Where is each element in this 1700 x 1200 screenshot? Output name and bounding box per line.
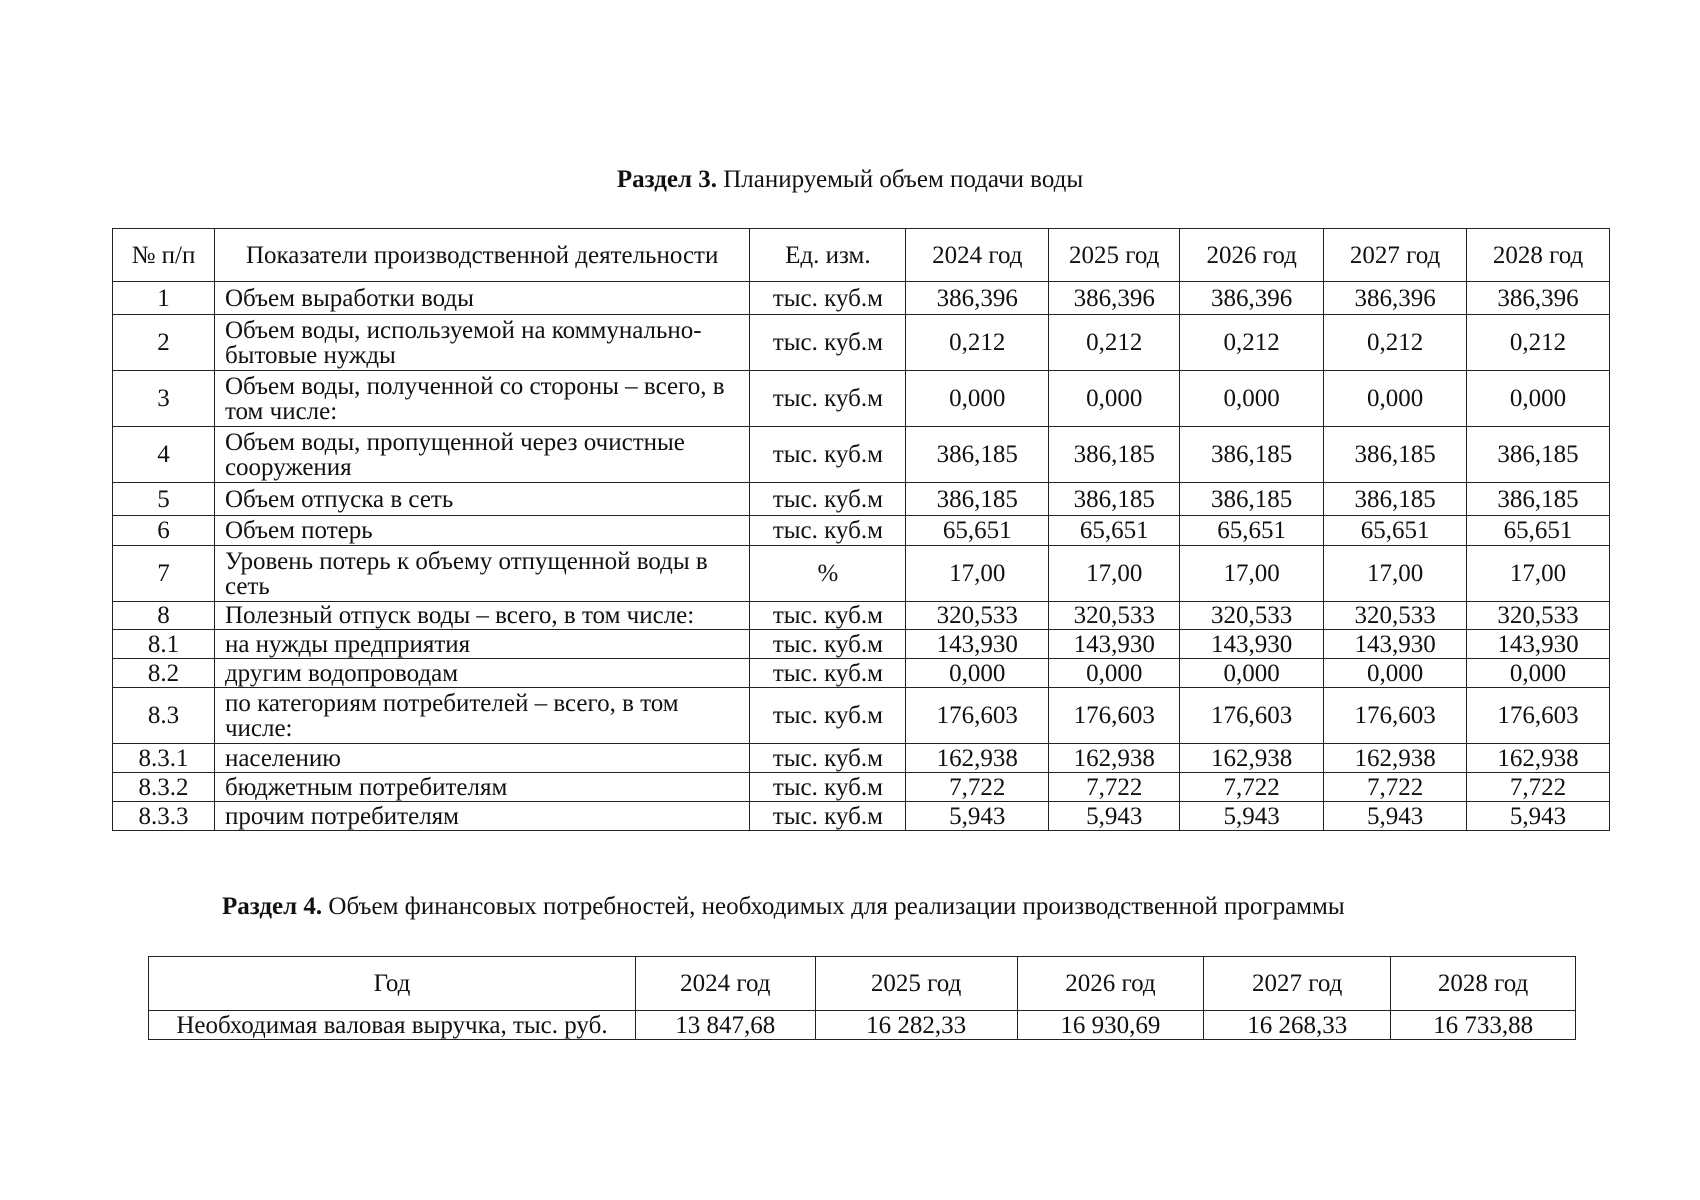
value-2027: 143,930: [1324, 630, 1467, 659]
table-row: [113, 659, 1610, 688]
value-2028: 65,651: [1467, 516, 1610, 546]
revenue-value-2028: 16 733,88: [1391, 1011, 1576, 1040]
unit: тыс. куб.м: [750, 483, 906, 516]
value-2024: 386,185: [906, 483, 1049, 516]
row-number: 5: [113, 483, 215, 516]
value-2024: 65,651: [906, 516, 1049, 546]
value-2027: 0,000: [1324, 371, 1467, 427]
table-row: [113, 516, 1610, 546]
value-2028: 5,943: [1467, 802, 1610, 831]
header-year-2028: 2028 год: [1467, 229, 1610, 282]
indicator-name: Объем воды, пропущенной через очистные сооружения: [214, 427, 749, 483]
unit: тыс. куб.м: [750, 773, 906, 802]
row-number: 1: [113, 282, 215, 315]
value-2026: 176,603: [1180, 688, 1324, 744]
value-2026: 386,185: [1180, 483, 1324, 516]
revenue-value-2025: 16 282,33: [815, 1011, 1017, 1040]
unit: тыс. куб.м: [750, 315, 906, 371]
value-2026: 0,000: [1180, 371, 1324, 427]
value-2027: 0,000: [1324, 659, 1467, 688]
value-2028: 0,000: [1467, 659, 1610, 688]
value-2028: 386,185: [1467, 483, 1610, 516]
value-2025: 320,533: [1049, 602, 1180, 630]
value-2025: 0,000: [1049, 659, 1180, 688]
indicator-name: Полезный отпуск воды – всего, в том числе:: [214, 602, 749, 630]
value-2028: 176,603: [1467, 688, 1610, 744]
section-3-title-bold: Раздел 3.: [616, 166, 717, 193]
header-year-2025: 2025 год: [1049, 229, 1180, 282]
indicator-name: Объем воды, полученной со стороны – всего, в том числе:: [214, 371, 749, 427]
unit: тыс. куб.м: [750, 688, 906, 744]
header-year-2024: 2024 год: [635, 957, 815, 1011]
table-row: [113, 483, 1610, 516]
value-2027: 386,185: [1324, 427, 1467, 483]
value-2028: 17,00: [1467, 546, 1610, 602]
section-4-title-bold: Раздел 4.: [222, 893, 323, 920]
value-2028: 0,212: [1467, 315, 1610, 371]
water-supply-table: [112, 228, 1610, 831]
value-2028: 386,185: [1467, 427, 1610, 483]
table-body: [113, 282, 1610, 831]
indicator-name: по категориям потребителей – всего, в том числе:: [214, 688, 749, 744]
row-number: 8.3: [113, 688, 215, 744]
section-4-title: [222, 893, 1345, 921]
value-2024: 320,533: [906, 602, 1049, 630]
indicator-name: другим водопроводам: [214, 659, 749, 688]
unit: тыс. куб.м: [750, 802, 906, 831]
value-2027: 5,943: [1324, 802, 1467, 831]
row-number: 8.3.3: [113, 802, 215, 831]
value-2028: 320,533: [1467, 602, 1610, 630]
value-2026: 7,722: [1180, 773, 1324, 802]
header-num: № п/п: [113, 229, 215, 282]
value-2024: 0,000: [906, 659, 1049, 688]
table-header-row: [149, 957, 1576, 1011]
value-2026: 17,00: [1180, 546, 1324, 602]
header-year-2026: 2026 год: [1017, 957, 1204, 1011]
value-2027: 17,00: [1324, 546, 1467, 602]
table-header-row: [113, 229, 1610, 282]
revenue-label: Необходимая валовая выручка, тыс. руб.: [149, 1011, 636, 1040]
value-2027: 386,396: [1324, 282, 1467, 315]
row-number: 3: [113, 371, 215, 427]
value-2027: 7,722: [1324, 773, 1467, 802]
value-2027: 0,212: [1324, 315, 1467, 371]
header-year-2028: 2028 год: [1391, 957, 1576, 1011]
value-2026: 320,533: [1180, 602, 1324, 630]
value-2026: 0,212: [1180, 315, 1324, 371]
unit: %: [750, 546, 906, 602]
value-2025: 143,930: [1049, 630, 1180, 659]
value-2024: 176,603: [906, 688, 1049, 744]
table-row: [113, 282, 1610, 315]
table-row: [113, 802, 1610, 831]
table-row: [113, 602, 1610, 630]
table-row: [113, 630, 1610, 659]
value-2025: 5,943: [1049, 802, 1180, 831]
unit: тыс. куб.м: [750, 602, 906, 630]
value-2024: 17,00: [906, 546, 1049, 602]
indicator-name: Объем потерь: [214, 516, 749, 546]
header-unit: Ед. изм.: [750, 229, 906, 282]
value-2026: 162,938: [1180, 744, 1324, 773]
indicator-name: бюджетным потребителям: [214, 773, 749, 802]
indicator-name: на нужды предприятия: [214, 630, 749, 659]
unit: тыс. куб.м: [750, 744, 906, 773]
value-2025: 386,185: [1049, 427, 1180, 483]
value-2025: 17,00: [1049, 546, 1180, 602]
value-2024: 162,938: [906, 744, 1049, 773]
row-number: 8.1: [113, 630, 215, 659]
value-2024: 386,396: [906, 282, 1049, 315]
row-number: 8.3.1: [113, 744, 215, 773]
indicator-name: прочим потребителям: [214, 802, 749, 831]
value-2025: 0,000: [1049, 371, 1180, 427]
value-2028: 0,000: [1467, 371, 1610, 427]
value-2026: 5,943: [1180, 802, 1324, 831]
header-year-2024: 2024 год: [906, 229, 1049, 282]
indicator-name: Объем воды, используемой на коммунально-бытовые нужды: [214, 315, 749, 371]
table-row: [113, 688, 1610, 744]
value-2027: 162,938: [1324, 744, 1467, 773]
table-row: [113, 427, 1610, 483]
header-year-label: Год: [149, 957, 636, 1011]
table-row: [113, 546, 1610, 602]
unit: тыс. куб.м: [750, 371, 906, 427]
row-number: 8: [113, 602, 215, 630]
table-row: [113, 371, 1610, 427]
row-number: 8.3.2: [113, 773, 215, 802]
value-2027: 320,533: [1324, 602, 1467, 630]
header-year-2025: 2025 год: [815, 957, 1017, 1011]
row-number: 7: [113, 546, 215, 602]
value-2026: 143,930: [1180, 630, 1324, 659]
section-4-title-text: Объем финансовых потребностей, необходимых для реализации производственной программы: [322, 893, 1345, 920]
indicator-name: Объем выработки воды: [214, 282, 749, 315]
financial-needs-table: [148, 956, 1576, 1040]
value-2026: 0,000: [1180, 659, 1324, 688]
header-indicator: Показатели производственной деятельности: [214, 229, 749, 282]
value-2027: 65,651: [1324, 516, 1467, 546]
value-2024: 5,943: [906, 802, 1049, 831]
value-2025: 65,651: [1049, 516, 1180, 546]
unit: тыс. куб.м: [750, 659, 906, 688]
value-2025: 7,722: [1049, 773, 1180, 802]
value-2025: 176,603: [1049, 688, 1180, 744]
table-row: [113, 773, 1610, 802]
value-2027: 176,603: [1324, 688, 1467, 744]
value-2025: 0,212: [1049, 315, 1180, 371]
value-2025: 162,938: [1049, 744, 1180, 773]
value-2026: 65,651: [1180, 516, 1324, 546]
value-2024: 386,185: [906, 427, 1049, 483]
value-2027: 386,185: [1324, 483, 1467, 516]
indicator-name: населению: [214, 744, 749, 773]
indicator-name: Объем отпуска в сеть: [214, 483, 749, 516]
row-number: 6: [113, 516, 215, 546]
row-number: 8.2: [113, 659, 215, 688]
row-number: 4: [113, 427, 215, 483]
unit: тыс. куб.м: [750, 516, 906, 546]
section-3-title: [0, 166, 1700, 194]
unit: тыс. куб.м: [750, 282, 906, 315]
value-2026: 386,185: [1180, 427, 1324, 483]
value-2024: 143,930: [906, 630, 1049, 659]
table-row: [149, 1011, 1576, 1040]
value-2025: 386,185: [1049, 483, 1180, 516]
header-year-2026: 2026 год: [1180, 229, 1324, 282]
value-2028: 386,396: [1467, 282, 1610, 315]
value-2024: 0,000: [906, 371, 1049, 427]
table-row: [113, 315, 1610, 371]
indicator-name: Уровень потерь к объему отпущенной воды в сеть: [214, 546, 749, 602]
revenue-value-2027: 16 268,33: [1204, 1011, 1391, 1040]
value-2026: 386,396: [1180, 282, 1324, 315]
unit: тыс. куб.м: [750, 630, 906, 659]
value-2028: 143,930: [1467, 630, 1610, 659]
value-2028: 162,938: [1467, 744, 1610, 773]
table-row: [113, 744, 1610, 773]
value-2024: 0,212: [906, 315, 1049, 371]
section-3-title-text: Планируемый объем подачи воды: [717, 166, 1084, 193]
row-number: 2: [113, 315, 215, 371]
header-year-2027: 2027 год: [1204, 957, 1391, 1011]
revenue-value-2026: 16 930,69: [1017, 1011, 1204, 1040]
header-year-2027: 2027 год: [1324, 229, 1467, 282]
revenue-value-2024: 13 847,68: [635, 1011, 815, 1040]
value-2025: 386,396: [1049, 282, 1180, 315]
value-2024: 7,722: [906, 773, 1049, 802]
value-2028: 7,722: [1467, 773, 1610, 802]
unit: тыс. куб.м: [750, 427, 906, 483]
